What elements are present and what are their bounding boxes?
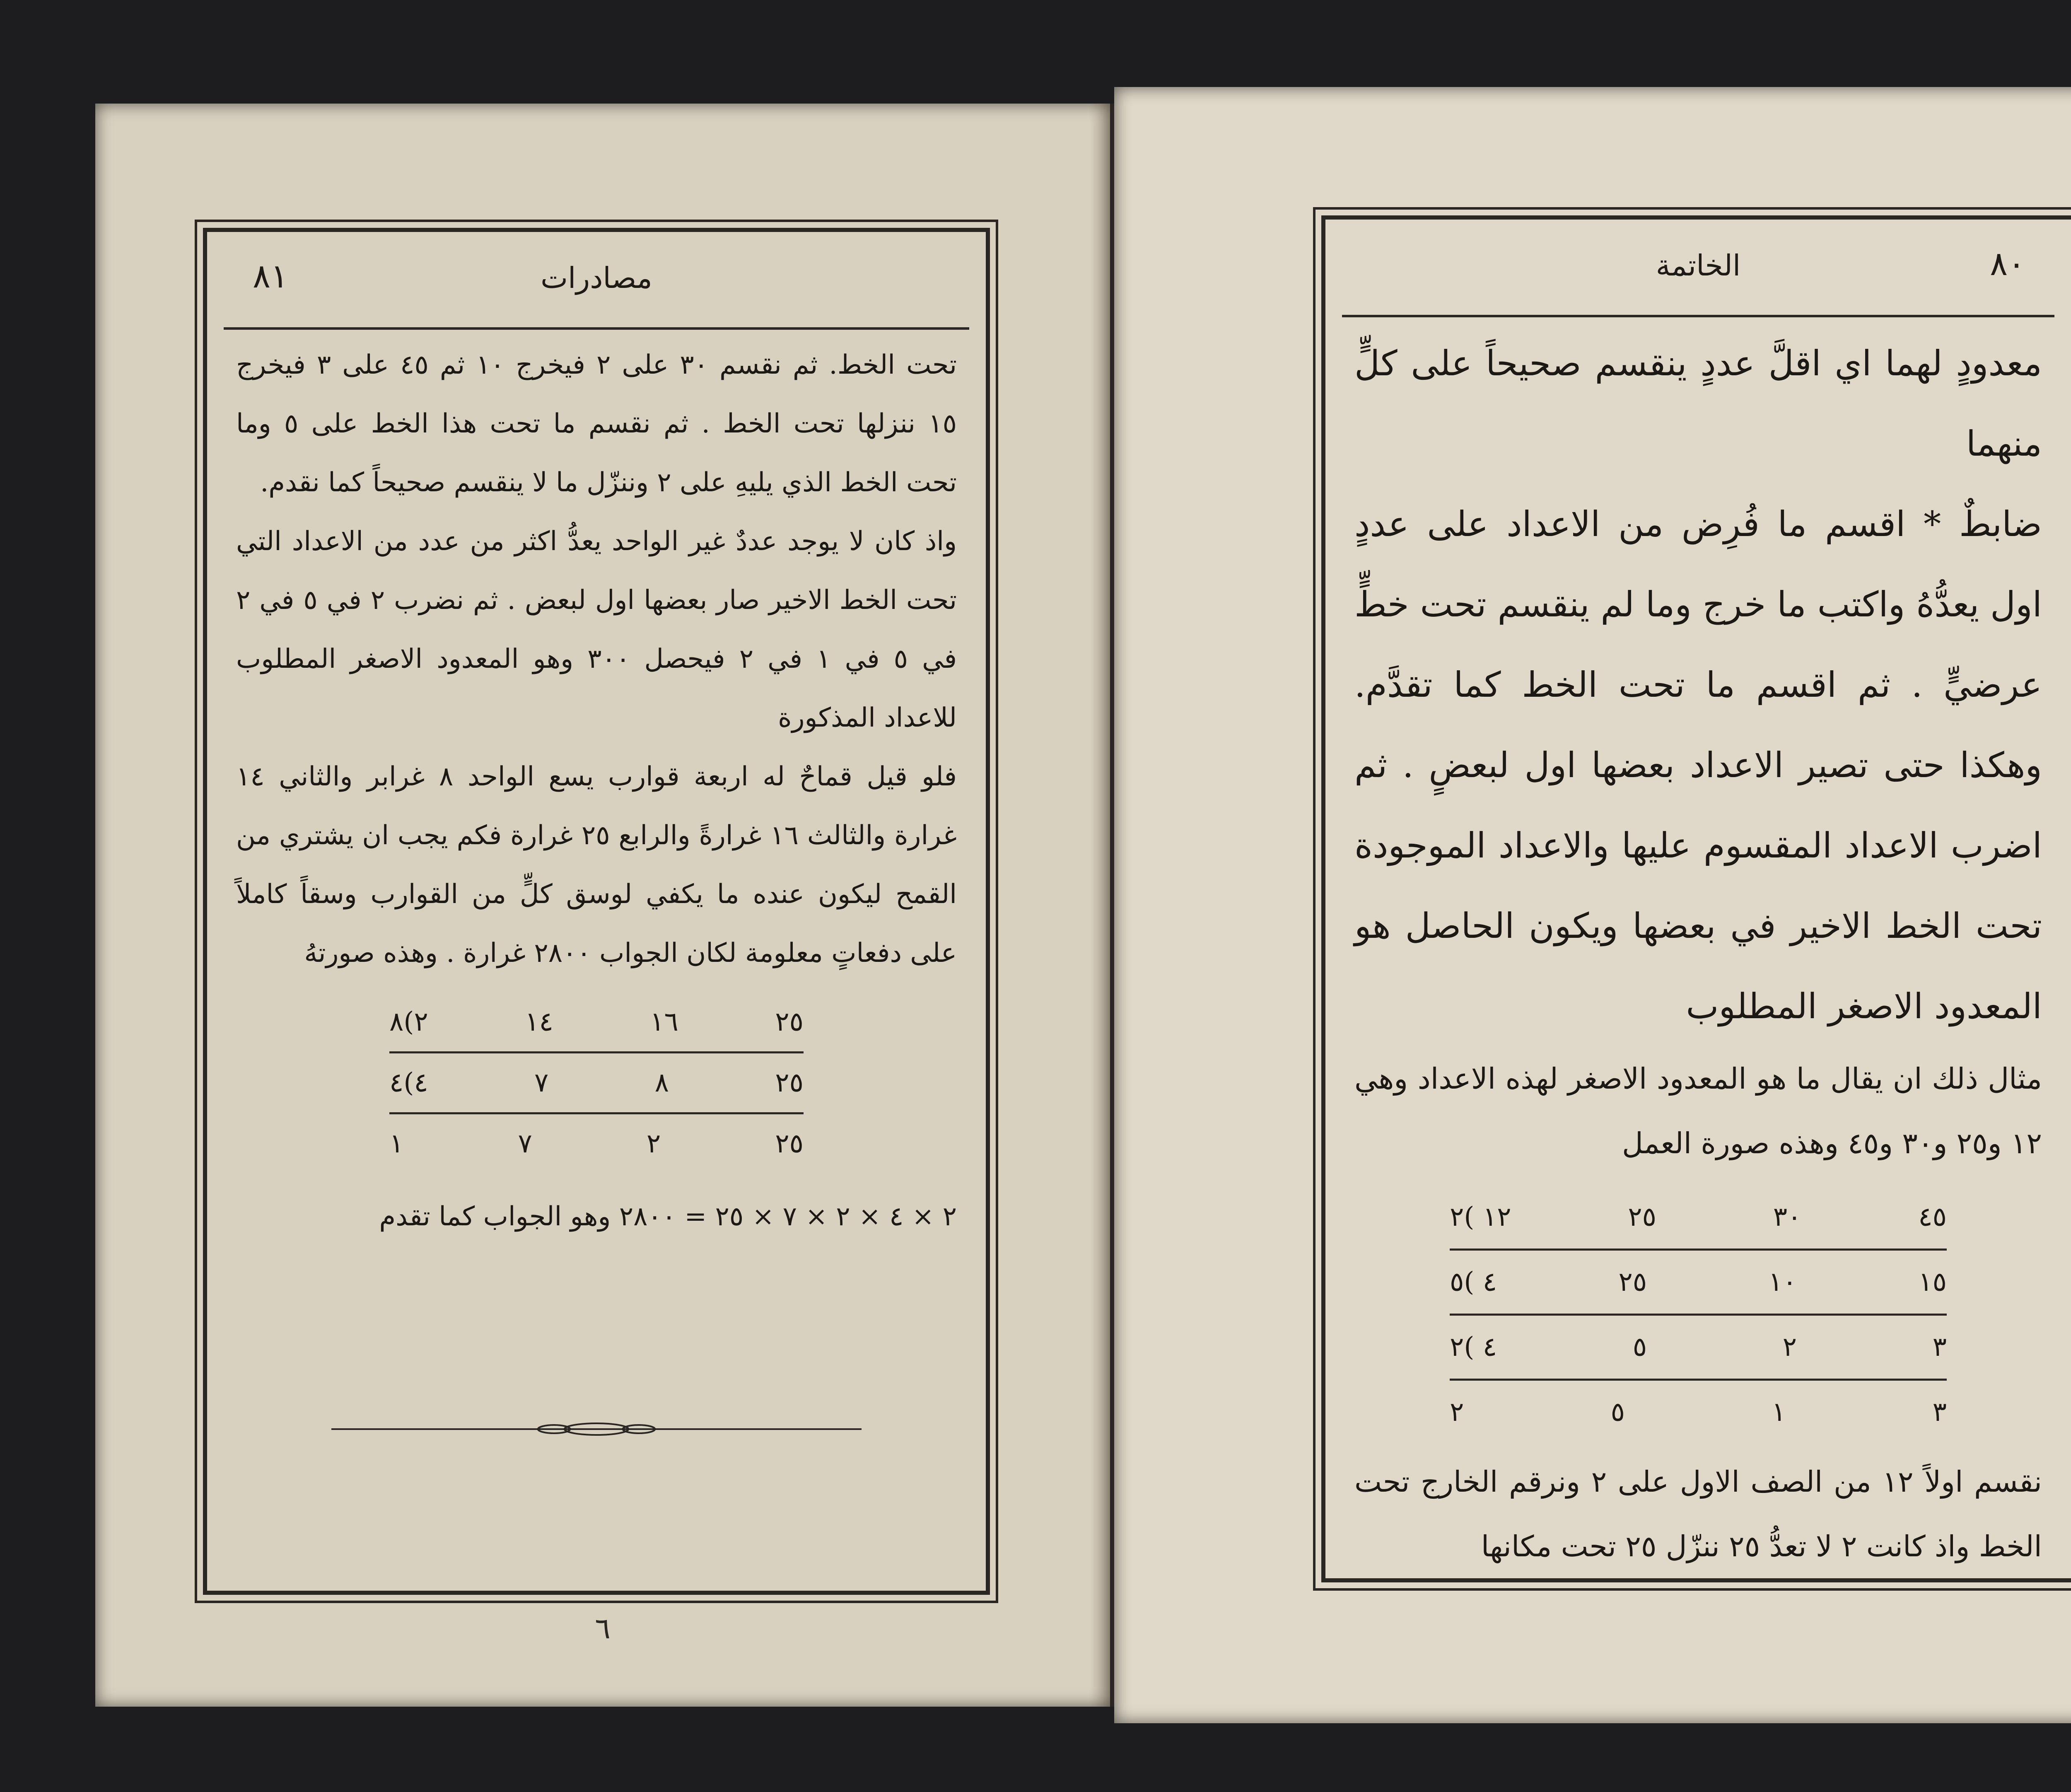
calc-cell: ٢ bbox=[1450, 1397, 1464, 1427]
calc-cell: ٣ bbox=[1932, 1397, 1947, 1427]
open-book bbox=[95, 87, 2071, 1723]
calc-cell: ٢٥ bbox=[1628, 1202, 1656, 1232]
calc-cell: ٢)٨ bbox=[389, 1007, 428, 1037]
left-page-number: ٨١ bbox=[253, 257, 288, 295]
calc-cell: ٢٥ bbox=[775, 1067, 804, 1098]
calc-cell: ٣٠ bbox=[1773, 1202, 1802, 1232]
calc-rule bbox=[1450, 1379, 1947, 1381]
right-paragraph-2: ضابطٌ * اقسم ما فُرِض من الاعداد على عددٍ اول يعدُّهُ واكتب ما خرج وما لم ينقسم تحت خطٍّ عرضيٍّ . ثم اقسم ما تحت الخط كما تقدَّم. وهكذا حتى تصير الاعداد بعضها اول لبعضٍ . ثم اضرب الاعداد المقسوم عليها والاعداد الموجودة تحت الخط الاخير في بعضها ويكون الحاصل هو المعدود الاصغر المطلوب bbox=[1354, 504, 2042, 1026]
calc-cell: ١ bbox=[1772, 1397, 1786, 1427]
calc-cell: ٢٥ bbox=[775, 1007, 804, 1037]
calc-cell: ٤٥ bbox=[1918, 1202, 1947, 1232]
calc-cell: ٨ bbox=[654, 1067, 669, 1098]
calc-cell: ٧ bbox=[518, 1128, 532, 1159]
calc-row bbox=[389, 999, 804, 1045]
calc-row bbox=[389, 1060, 804, 1106]
calc-cell: ١٠ bbox=[1768, 1267, 1797, 1297]
left-paragraph-3: فلو قيل قماحٌ له اربعة قوارب يسع الواحد ٨ غرابر والثاني ١٤ غرارة والثالث ١٦ غرارةً والرابع ٢٥ غرارة فكم يجب ان يشتري من القمح ليكون عنده ما يكفي لوسق كلٍّ من القوارب وسقاً كاملاً على دفعاتٍ معلومة لكان الجواب ٢٨٠٠ غرارة . وهذه صورتهُ bbox=[236, 761, 957, 968]
calc-cell: ١٤ bbox=[525, 1007, 553, 1037]
calc-row bbox=[1450, 1192, 1947, 1242]
calc-rule bbox=[389, 1112, 804, 1114]
calc-row bbox=[1450, 1257, 1947, 1307]
left-running-title: مصادرات bbox=[541, 261, 652, 295]
right-running-title: الخاتمة bbox=[1656, 249, 1741, 283]
right-page bbox=[1114, 87, 2071, 1723]
left-paragraph-2: واذ كان لا يوجد عددٌ غير الواحد يعدُّ اكثر من عدد من الاعداد التي تحت الخط الاخير صار بعضها اول لبعض . ثم نضرب ٢ في ٥ في ٢ في ٥ في ١ في ٢ فيحصل ٣٠٠ وهو المعدود الاصغر المطلوب للاعداد المذكورة bbox=[236, 526, 957, 733]
calc-rule bbox=[389, 1051, 804, 1053]
left-final-line: ٢ × ٤ × ٢ × ٧ × ٢٥ = ٢٨٠٠ وهو الجواب كما تقدم bbox=[379, 1201, 957, 1232]
calc-cell: ٢٥ bbox=[775, 1128, 804, 1159]
calc-cell: ٢٥ bbox=[1618, 1267, 1647, 1297]
left-paragraph-1: تحت الخط. ثم نقسم ٣٠ على ٢ فيخرج ١٠ ثم ٤٥ على ٣ فيخرج ١٥ ننزلها تحت الخط . ثم نقسم ما تحت هذا الخط على ٥ وما تحت الخط الذي يليهِ على ٢ وننزّل ما لا ينقسم صحيحاً كما نقدم. bbox=[236, 350, 957, 498]
calc-cell: ٣ bbox=[1932, 1332, 1947, 1362]
left-page-header bbox=[224, 244, 969, 330]
calc-row bbox=[389, 1121, 804, 1166]
right-calculation bbox=[1450, 1192, 1947, 1437]
calc-cell: ٢ bbox=[1782, 1332, 1797, 1362]
right-example: مثال ذلك ان يقال ما هو المعدود الاصغر لهذه الاعداد وهي ١٢ و٢٥ و٣٠ و٤٥ وهذه صورة العمل bbox=[1354, 1062, 2042, 1160]
calc-cell: ١٥ bbox=[1918, 1267, 1947, 1297]
right-page-body bbox=[1354, 323, 2042, 1579]
calc-rule bbox=[1450, 1249, 1947, 1251]
calc-cell: ٢ bbox=[646, 1128, 661, 1159]
calc-rule bbox=[1450, 1314, 1947, 1316]
calc-cell: ٧ bbox=[534, 1067, 549, 1098]
calc-cell: ٤ )٢ bbox=[1450, 1332, 1497, 1362]
right-page-header bbox=[1342, 232, 2054, 317]
right-page-number: ٨٠ bbox=[1990, 244, 2025, 283]
left-page-body bbox=[236, 336, 957, 1246]
calc-cell: ٤)٤ bbox=[389, 1067, 428, 1098]
calc-cell: ١٦ bbox=[650, 1007, 678, 1037]
calc-cell: ١٢ )٢ bbox=[1450, 1202, 1511, 1232]
left-page bbox=[95, 104, 1110, 1707]
ornament-divider bbox=[331, 1421, 862, 1437]
left-calculation bbox=[389, 999, 804, 1166]
calc-cell: ٥ bbox=[1610, 1397, 1625, 1427]
left-page-frame bbox=[203, 228, 990, 1595]
calc-cell: ٤ )٥ bbox=[1450, 1267, 1497, 1297]
right-closing: نقسم اولاً ١٢ من الصف الاول على ٢ ونرقم الخارج تحت الخط واذ كانت ٢ لا تعدُّ ٢٥ ننزّل ٢٥ تحت مكانها bbox=[1354, 1465, 2042, 1563]
right-page-frame bbox=[1321, 215, 2071, 1582]
right-paragraph-1: معدودٍ لهما اي اقلَّ عددٍ ينقسم صحيحاً على كلٍّ منهما bbox=[1354, 343, 2042, 464]
signature-mark: ٦ bbox=[595, 1611, 611, 1645]
calc-cell: ٥ bbox=[1632, 1332, 1647, 1362]
calc-row bbox=[1450, 1322, 1947, 1372]
calc-row bbox=[1450, 1387, 1947, 1437]
calc-cell: ١ bbox=[389, 1128, 404, 1159]
